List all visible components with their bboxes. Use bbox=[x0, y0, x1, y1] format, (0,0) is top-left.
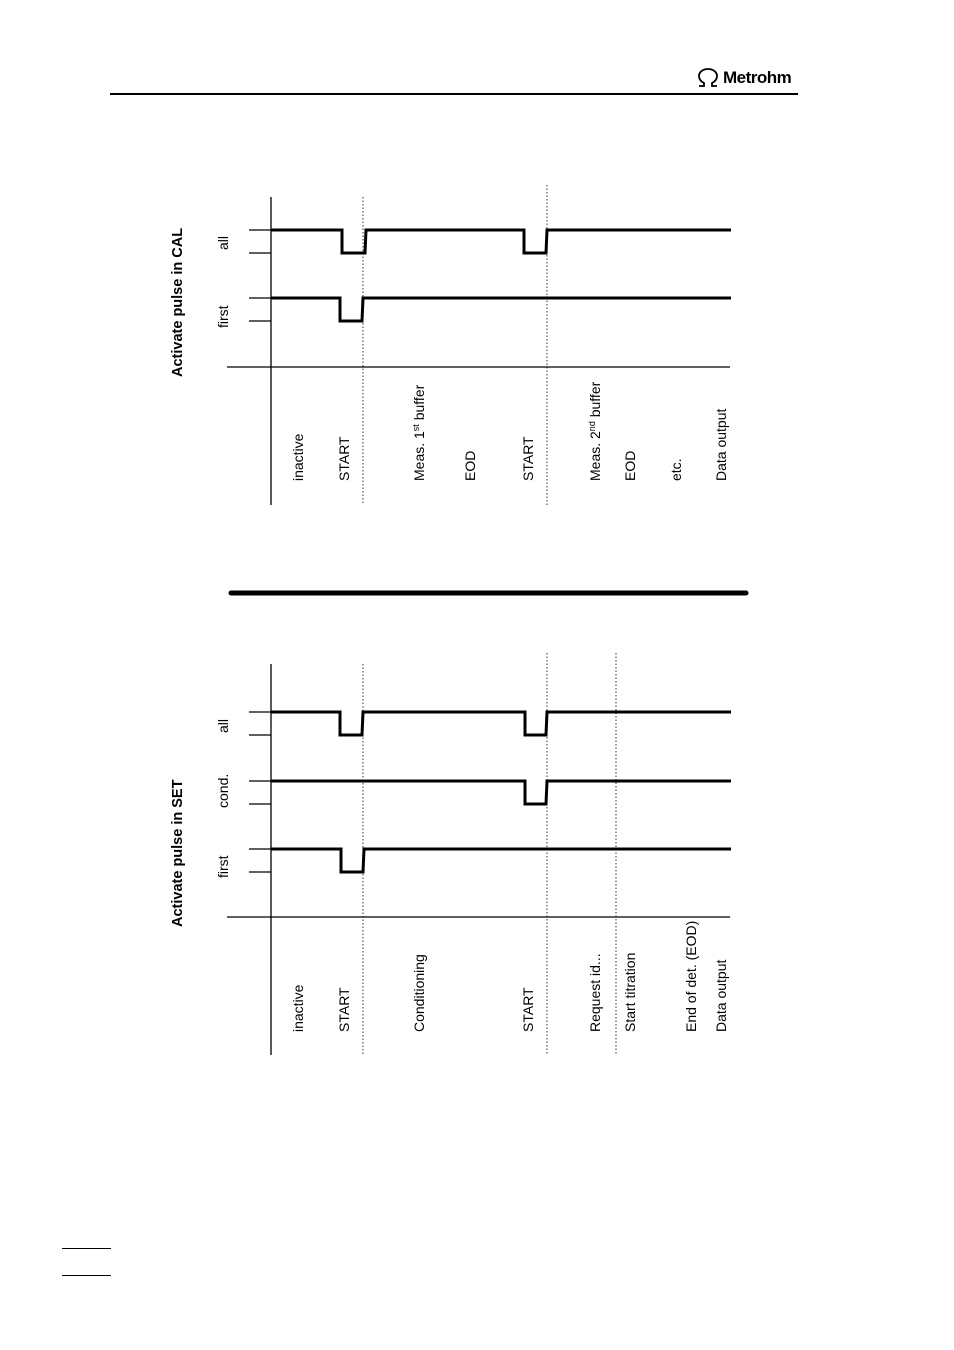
cal-event-label: START bbox=[520, 436, 536, 481]
set-title: Activate pulse in SET bbox=[170, 779, 186, 927]
footer-rule-top bbox=[62, 1248, 111, 1249]
set-trace-cond bbox=[271, 781, 731, 804]
cal-event-label: inactive bbox=[290, 433, 306, 481]
cal-event-label: Meas. 1st buffer bbox=[411, 384, 427, 481]
set-trace-all bbox=[271, 712, 731, 735]
brand-name: Metrohm bbox=[723, 68, 792, 87]
cal-event-label: Meas. 2nd buffer bbox=[587, 381, 603, 481]
set-event-label: End of det. (EOD) bbox=[683, 920, 699, 1032]
cal-event-label: EOD bbox=[622, 450, 638, 481]
footer-rule-bottom bbox=[62, 1275, 111, 1276]
set-event-label: START bbox=[336, 987, 352, 1032]
set-trace-first bbox=[271, 849, 731, 872]
cal-event-label: EOD bbox=[462, 450, 478, 481]
set-trace-label-all: all bbox=[215, 718, 231, 733]
set-event-label: Request id... bbox=[587, 953, 603, 1032]
cal-event-label: START bbox=[336, 436, 352, 481]
set-event-label: Start titration bbox=[622, 952, 638, 1032]
set-event-label: Data output bbox=[713, 959, 729, 1032]
set-event-label: Conditioning bbox=[411, 954, 427, 1032]
cal-trace-label-all: all bbox=[215, 235, 231, 250]
set-trace-label-first: first bbox=[215, 855, 231, 878]
cal-trace-all bbox=[271, 230, 731, 253]
cal-trace-first bbox=[271, 298, 731, 321]
cal-title: Activate pulse in CAL bbox=[170, 227, 186, 377]
cal-event-label: etc. bbox=[668, 458, 684, 481]
set-trace-label-cond: cond. bbox=[215, 773, 231, 808]
set-event-label: START bbox=[520, 987, 536, 1032]
cal-event-label: Data output bbox=[713, 408, 729, 481]
cal-trace-label-first: first bbox=[215, 305, 231, 328]
set-event-label: inactive bbox=[290, 984, 306, 1032]
